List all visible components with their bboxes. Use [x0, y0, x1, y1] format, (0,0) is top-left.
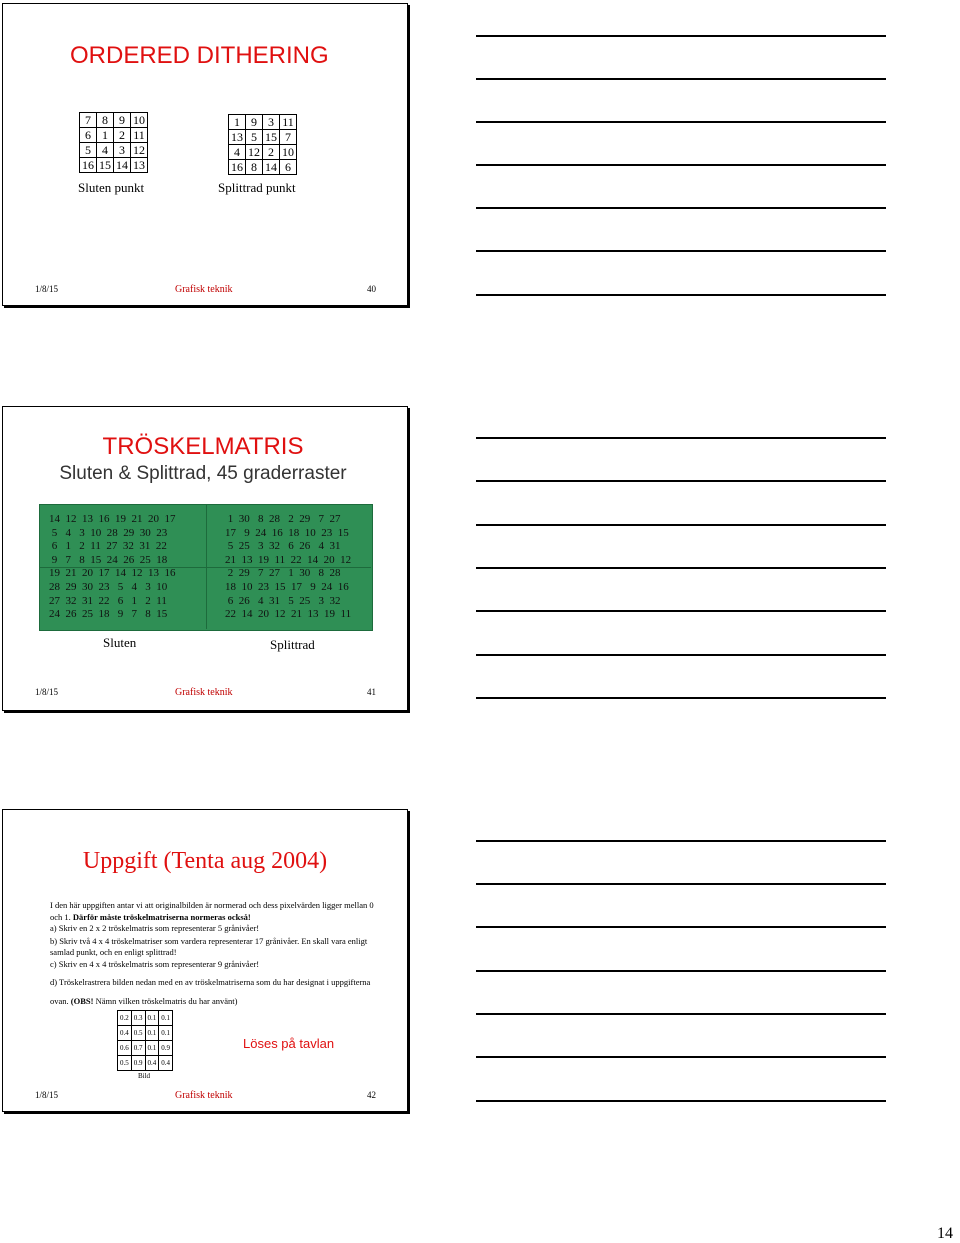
- table-cell: 16: [229, 160, 246, 175]
- table-cell: 15: [97, 158, 114, 173]
- matrix-row: 24 26 25 18 9 7 8 15: [49, 608, 168, 621]
- note-line: [476, 926, 886, 928]
- table-cell: 14: [114, 158, 131, 173]
- task-intro-text: I den här uppgiften antar vi att originalbilden är normerad och dess pixelvärden ligger mellan 0 och 1.: [50, 900, 374, 922]
- table-row: [80, 113, 148, 128]
- table-cell: 0.7: [131, 1041, 145, 1056]
- table-cell: 3: [114, 143, 131, 158]
- table-cell: 0.2: [118, 1011, 132, 1026]
- table-cell: 9: [114, 113, 131, 128]
- note-line: [476, 294, 886, 296]
- table-cell: 14: [263, 160, 280, 175]
- image-caption: Bild: [138, 1072, 151, 1080]
- table-row: [118, 1026, 173, 1041]
- table-row: [229, 145, 297, 160]
- table-cell: 0.4: [145, 1056, 159, 1071]
- note-line: [476, 1100, 886, 1102]
- table-cell: 13: [131, 158, 148, 173]
- table-cell: 0.1: [159, 1026, 173, 1041]
- slide-date: 1/8/15: [35, 1090, 59, 1100]
- table-row: [80, 128, 148, 143]
- note-line: [476, 250, 886, 252]
- table-cell: 4: [97, 143, 114, 158]
- clustered-45-matrix: [49, 513, 176, 622]
- table-cell: 11: [280, 115, 297, 130]
- table-row: [118, 1011, 173, 1026]
- matrix-row: 21 13 19 11 22 14 20 12: [225, 553, 352, 566]
- slide-subtitle: Sluten & Splittrad, 45 graderraster: [59, 463, 347, 484]
- task-obs: (OBS!: [70, 996, 94, 1006]
- table-row: [118, 1041, 173, 1056]
- note-line: [476, 121, 886, 123]
- table-cell: 0.1: [145, 1041, 159, 1056]
- table-cell: 1: [229, 115, 246, 130]
- task-text: [50, 900, 376, 1011]
- table-cell: 12: [246, 145, 263, 160]
- note-line: [476, 840, 886, 842]
- slide-date: 1/8/15: [35, 687, 59, 697]
- matrix-row: 17 9 24 16 18 10 23 15: [225, 526, 349, 539]
- note-line: [476, 697, 886, 699]
- table-cell: 11: [131, 128, 148, 143]
- table-cell: 8: [97, 113, 114, 128]
- note-line: [476, 1056, 886, 1058]
- table-cell: 7: [280, 130, 297, 145]
- task-item-a: a) Skriv en 2 x 2 tröskelmatris som representerar 5 grånivåer!: [50, 923, 260, 933]
- table-cell: 2: [114, 128, 131, 143]
- matrix-row: 6 26 4 31 5 25 3 32: [225, 594, 341, 607]
- table-cell: 12: [131, 143, 148, 158]
- note-line: [476, 207, 886, 209]
- table-cell: 0.4: [159, 1056, 173, 1071]
- table-cell: 10: [280, 145, 297, 160]
- matrix-row: 19 21 20 17 14 12 13 16: [49, 567, 176, 580]
- table-cell: 2: [263, 145, 280, 160]
- matrix-row: 6 1 2 11 27 32 31 22: [49, 540, 167, 553]
- note-line: [476, 78, 886, 80]
- matrix-row: 18 10 23 15 17 9 24 16: [225, 580, 349, 593]
- table-cell: 3: [263, 115, 280, 130]
- task-intro: [50, 900, 376, 923]
- table-cell: 5: [246, 130, 263, 145]
- slide-ordered-dithering: [2, 3, 408, 306]
- dispersed-dot-matrix: [228, 114, 297, 175]
- image-values-table: [117, 1010, 173, 1071]
- slide-title: ORDERED DITHERING: [70, 42, 329, 69]
- matrix-row: 22 14 20 12 21 13 19 11: [225, 608, 352, 621]
- note-line: [476, 883, 886, 885]
- table-cell: 16: [80, 158, 97, 173]
- table-cell: 0.5: [118, 1056, 132, 1071]
- table-row: [118, 1056, 173, 1071]
- note-line: [476, 1013, 886, 1015]
- table-cell: 15: [263, 130, 280, 145]
- matrix-row: 5 25 3 32 6 26 4 31: [225, 540, 341, 553]
- caption-clustered: Sluten: [103, 635, 137, 650]
- table-cell: 5: [80, 143, 97, 158]
- table-cell: 10: [131, 113, 148, 128]
- matrix-row: 27 32 31 22 6 1 2 11: [49, 594, 167, 607]
- matrix-row: 9 7 8 15 24 26 25 18: [49, 553, 168, 566]
- table-cell: 6: [80, 128, 97, 143]
- slide-title: Uppgift (Tenta aug 2004): [82, 848, 328, 874]
- task-item-d-tail: Nämn vilken tröskelmatris du har använt): [95, 996, 238, 1006]
- matrix-row: 14 12 13 16 19 21 20 17: [49, 513, 176, 525]
- table-cell: 0.1: [145, 1026, 159, 1041]
- table-row: [229, 115, 297, 130]
- slide-date: 1/8/15: [35, 284, 59, 294]
- slide-uppgift: [2, 809, 408, 1112]
- note-line: [476, 567, 886, 569]
- table-row: [229, 160, 297, 175]
- page-number: 14: [937, 1225, 953, 1242]
- table-cell: 9: [246, 115, 263, 130]
- dispersed-45-matrix: [225, 513, 351, 622]
- clustered-dot-matrix: [79, 112, 148, 173]
- matrix-row: 28 29 30 23 5 4 3 10: [49, 580, 168, 593]
- matrix-row: 5 4 3 10 28 29 30 23: [49, 526, 168, 539]
- slide-number: 41: [367, 687, 376, 697]
- task-item-d: [50, 973, 376, 1011]
- slide-number: 42: [367, 1090, 376, 1100]
- table-cell: 0.3: [131, 1011, 145, 1026]
- matrix-row: 2 29 7 27 1 30 8 28: [225, 567, 341, 580]
- table-cell: 8: [246, 160, 263, 175]
- table-cell: 0.5: [131, 1026, 145, 1041]
- table-cell: 7: [80, 113, 97, 128]
- note-line: [476, 437, 886, 439]
- slide-footer: Grafisk teknik: [175, 1090, 233, 1101]
- task-item-c: c) Skriv en 4 x 4 tröskelmatris som representerar 9 grånivåer!: [50, 958, 260, 969]
- table-cell: 1: [97, 128, 114, 143]
- table-cell: 13: [229, 130, 246, 145]
- table-cell: 4: [229, 145, 246, 160]
- note-line: [476, 480, 886, 482]
- table-cell: 6: [280, 160, 297, 175]
- matrix-row: 1 30 8 28 2 29 7 27: [225, 513, 341, 525]
- solve-note: Löses på tavlan: [243, 1036, 335, 1051]
- table-row: [229, 130, 297, 145]
- table-cell: 0.4: [118, 1026, 132, 1041]
- note-line: [476, 654, 886, 656]
- table-cell: 0.9: [131, 1056, 145, 1071]
- note-line: [476, 164, 886, 166]
- task-intro-bold: Därför måste tröskelmatriserna normeras också!: [72, 911, 251, 922]
- slide-troskelmatris: [2, 406, 408, 711]
- task-item-b: b) Skriv två 4 x 4 tröskelmatriser som vardera representerar 17 grånivåer. En skall vara enligt samlad punkt, och en enligt splittrad!: [50, 935, 368, 957]
- task-item-d-text: d) Tröskelrastrera bilden nedan med en av tröskelmatriserna som du har designat i uppgifterna ovan.: [50, 977, 371, 1006]
- note-line: [476, 35, 886, 37]
- table-cell: 0.6: [118, 1041, 132, 1056]
- note-line: [476, 970, 886, 972]
- slide-footer: Grafisk teknik: [175, 687, 233, 698]
- slide-title: TRÖSKELMATRIS: [102, 433, 304, 460]
- slide-footer: Grafisk teknik: [175, 284, 233, 295]
- table-cell: 0.1: [145, 1011, 159, 1026]
- slide-number: 40: [367, 284, 376, 294]
- caption-dispersed: Splittrad punkt: [218, 180, 296, 195]
- caption-clustered: Sluten punkt: [78, 180, 145, 195]
- note-line: [476, 610, 886, 612]
- table-cell: 0.1: [159, 1011, 173, 1026]
- table-row: [80, 143, 148, 158]
- note-line: [476, 524, 886, 526]
- caption-dispersed: Splittrad: [270, 637, 315, 652]
- table-row: [80, 158, 148, 173]
- table-cell: 0.9: [159, 1041, 173, 1056]
